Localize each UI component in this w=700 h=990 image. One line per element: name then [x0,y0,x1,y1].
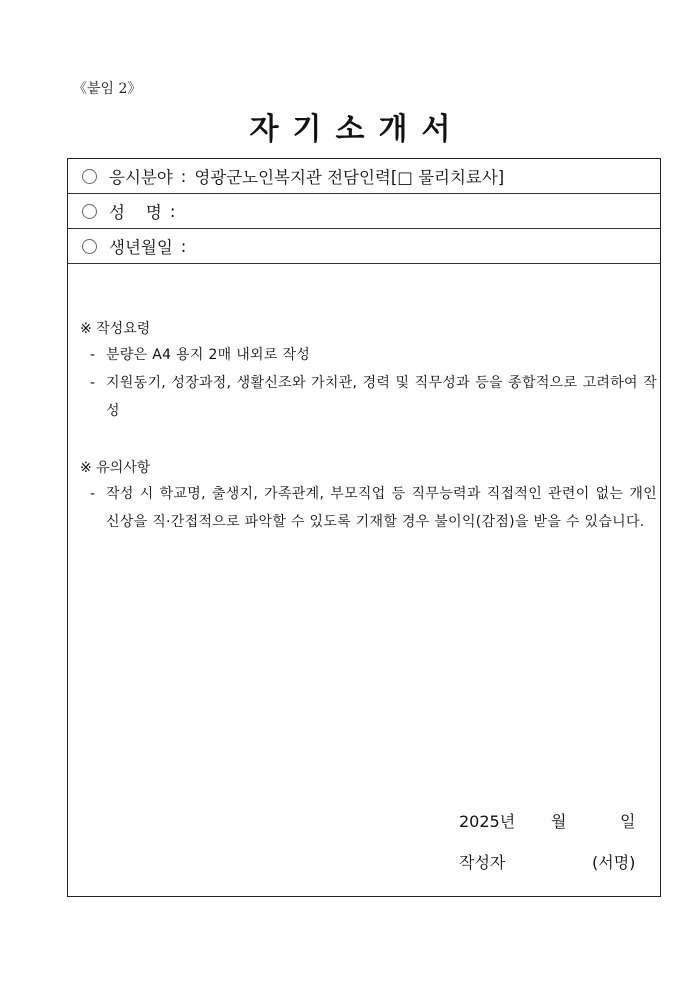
guideline-item: - 지원동기, 성장과정, 생활신조와 가치관, 경력 및 직무성과 등을 종합적으로 고려하여 작성 [90,369,657,425]
field-row-application [68,159,660,194]
guidelines-heading: ※ 작성요령 [80,321,151,337]
field-row-name [68,194,660,229]
field-row-birthdate [68,229,660,264]
field-label: 성 명 [109,203,162,222]
dash-bullet: - [90,486,96,502]
field-colon: : [180,236,187,256]
signature-author-label: 작성자 [459,853,506,872]
page-title: 자기소개서 [249,112,465,147]
field-label: 응시분야 [109,168,173,187]
field-colon: : [169,201,176,221]
attachment-label: 《붙임 2》 [73,81,142,97]
field-label: 생년월일 [109,238,173,257]
signature-day: 일 [620,812,636,831]
guideline-item: - 분량은 A4 용지 2매 내외로 작성 [90,341,657,369]
circle-bullet-icon [82,204,97,219]
signature-year: 2025년 [459,812,516,831]
dash-bullet: - [90,375,96,391]
signature-month: 월 [551,812,567,831]
circle-bullet-icon [82,239,97,254]
note-item: - 작성 시 학교명, 출생지, 가족관계, 부모직업 등 직무능력과 직접적인 관련이 없는 개인 신상을 직·간접적으로 파악할 수 있도록 기재할 경우 불이익(감점)을 받을 수 있습니다. [90,480,657,536]
notes-heading: ※ 유의사항 [80,460,151,476]
dash-bullet: - [90,347,96,363]
field-value-application[interactable]: 영광군노인복지관 전담인력[□ 물리치료사] [194,168,505,187]
field-colon: : [180,166,187,186]
signature-sign-label[interactable]: (서명) [592,853,636,872]
circle-bullet-icon [82,169,97,184]
form-box [67,158,661,897]
